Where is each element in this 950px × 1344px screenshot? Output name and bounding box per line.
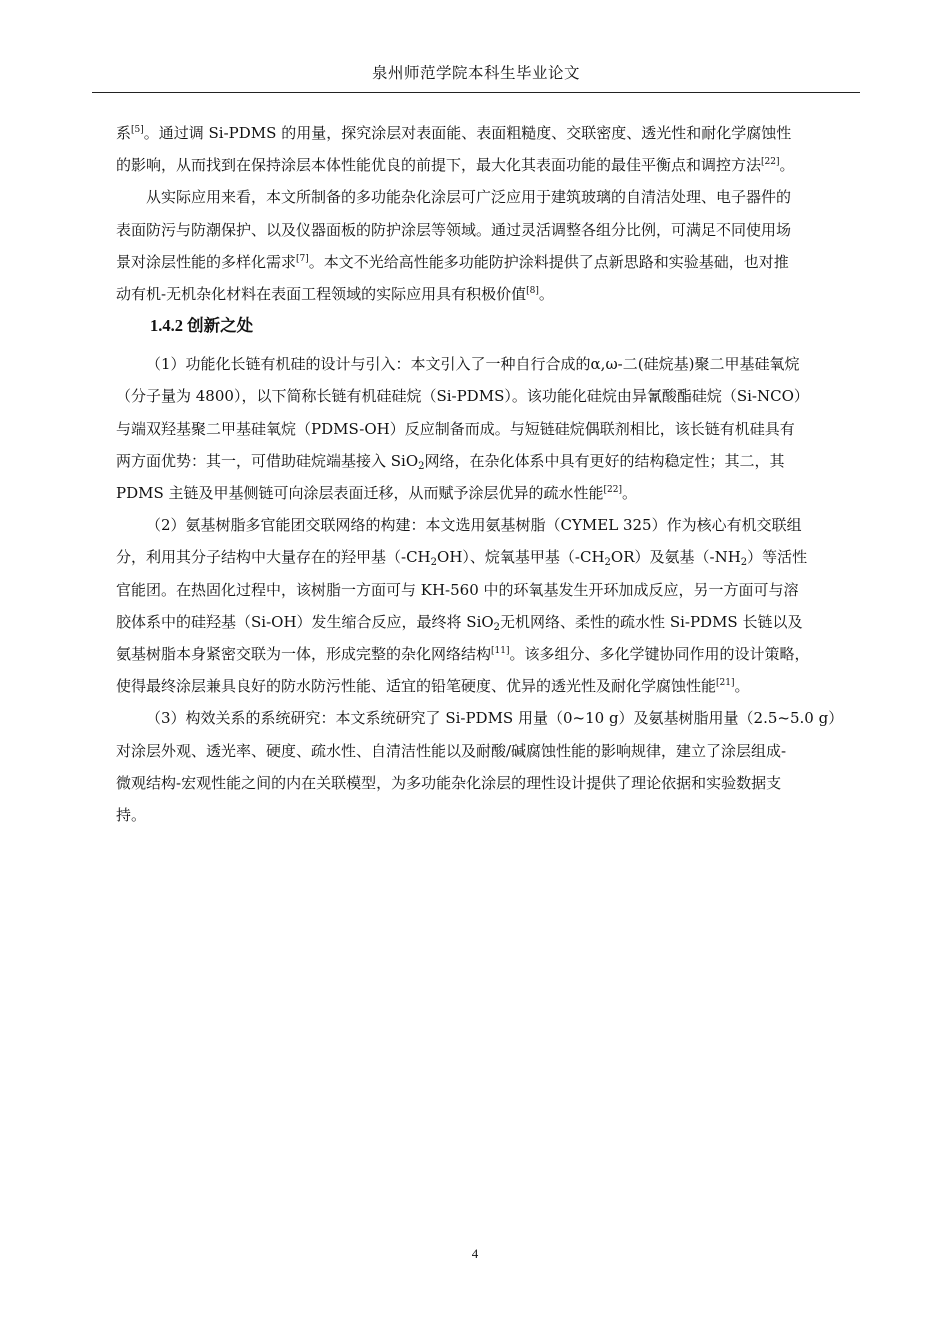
text-line: 微观结构-宏观性能之间的内在关联模型，为多功能杂化涂层的理性设计提供了理论依据和实验数据支 [116, 773, 782, 792]
page-body [116, 117, 860, 831]
citation: [7] [296, 253, 309, 264]
text-run: ）等活性 [747, 548, 808, 567]
citation: [22] [761, 157, 780, 168]
text-run: 系 [116, 124, 132, 142]
text-run: 分，利用其分子结构中大量存在的羟甲基（-CH [116, 548, 431, 567]
section-heading: 1.4.2 创新之处 [150, 316, 254, 336]
text-run: 。本文不光给高性能多功能防护涂料提供了点新思路和实验基础，也对推 [308, 252, 789, 271]
text-run: 的影响，从而找到在保持涂层本体性能优良的前提下，最大化其表面功能的最佳平衡点和调控方法 [116, 156, 762, 175]
paragraph-1 [116, 117, 860, 181]
text-line [116, 445, 860, 477]
text-line: 官能团。在热固化过程中，该树脂一方面可与 KH-560 中的环氧基发生开环加成反应，另一方面可与溶 [116, 580, 799, 599]
subscript: 2 [740, 557, 748, 569]
text-line [116, 541, 860, 573]
paragraph-4 [116, 509, 860, 702]
text-line: （1）功能化长链有机硅的设计与引入：本文引入了一种自行合成的α,ω-二(硅烷基)聚二甲基硅氧烷 [146, 355, 800, 374]
text-line [116, 149, 860, 181]
header-title: 泉州师范学院本科生毕业论文 [371, 64, 580, 82]
text-run: 两方面优势：其一，可借助硅烷端基接入 SiO [116, 451, 419, 470]
text-line: 持。 [116, 806, 147, 825]
subscript: 2 [604, 557, 611, 569]
text-run: OH）、烷氧基甲基（-CH [437, 548, 605, 567]
text-run: 网络，在杂化体系中具有更好的结构稳定性；其二，其 [424, 451, 785, 470]
text-line: （分子量为 4800），以下简称长链有机硅硅烷（Si-PDMS）。该功能化硅烷由异氰酸酯硅烷（Si-NCO） [116, 387, 809, 406]
text-run: PDMS 主链及甲基侧链可向涂层表面迁移，从而赋予涂层优异的疏水性能 [116, 484, 604, 503]
text-line: （3）构效关系的系统研究：本文系统研究了 Si-PDMS 用量（0~10 g）及氨基树脂用量（2.5~5.0 g） [146, 709, 844, 728]
text-run: 。 [538, 285, 554, 304]
citation: [5] [131, 125, 144, 135]
text-line [116, 638, 860, 670]
text-line: （2）氨基树脂多官能团交联网络的构建：本文选用氨基树脂（CYMEL 325）作为核心有机交联组 [146, 516, 802, 535]
text-run: 动有机-无机杂化材料在表面工程领域的实际应用具有积极价值 [116, 285, 527, 304]
running-header [92, 58, 860, 93]
citation: [21] [716, 678, 735, 689]
text-line [116, 117, 860, 149]
text-run: 使得最终涂层兼具良好的防水防污性能、适宜的铅笔硬度、优异的透光性及耐化学腐蚀性能 [116, 677, 717, 696]
paragraph-3 [116, 348, 860, 509]
text-run: 。 [734, 677, 750, 696]
text-line [116, 246, 860, 278]
citation: [11] [491, 646, 510, 657]
text-line: 与端双羟基聚二甲基硅氧烷（PDMS-OH）反应制备而成。与短链硅烷偶联剂相比，该长链有机硅具有 [116, 419, 795, 438]
text-line [116, 606, 860, 638]
text-run: 无机网络、柔性的疏水性 Si-PDMS 长链以及 [500, 612, 803, 631]
text-line [116, 477, 860, 509]
citation: [8] [526, 286, 539, 297]
text-run: 氨基树脂本身紧密交联为一体，形成完整的杂化网络结构 [116, 645, 492, 664]
text-line [116, 278, 860, 310]
text-line [116, 670, 860, 702]
subscript: 2 [418, 460, 425, 472]
citation: [22] [603, 485, 623, 496]
paragraph-2 [116, 181, 860, 310]
text-run: 。 [622, 484, 638, 503]
subscript: 2 [493, 621, 501, 633]
text-run: 胶体系中的硅羟基（Si-OH）发生缩合反应，最终将 SiO [116, 612, 494, 631]
text-run: 景对涂层性能的多样化需求 [116, 252, 297, 271]
text-line: 对涂层外观、透光率、硬度、疏水性、自清洁性能以及耐酸/碱腐蚀性能的影响规律，建立了涂层组成- [116, 741, 787, 760]
text-line: 表面防污与防潮保护、以及仪器面板的防护涂层等领域。通过灵活调整各组分比例，可满足不同使用场 [116, 220, 792, 239]
text-run: OR）及氨基（-NH [610, 548, 741, 567]
text-line: 从实际应用来看，本文所制备的多功能杂化涂层可广泛应用于建筑玻璃的自清洁处理、电子器件的 [146, 188, 792, 207]
page-number: 4 [471, 1246, 479, 1261]
text-run: 。通过调 Si-PDMS 的用量，探究涂层对表面能、表面粗糙度、交联密度、透光性和耐化学腐蚀性 [143, 124, 792, 142]
subscript: 2 [430, 557, 438, 569]
text-run: 。该多组分、多化学键协同作用的设计策略， [509, 645, 810, 664]
paragraph-5 [116, 702, 860, 831]
text-run: 。 [779, 156, 795, 175]
